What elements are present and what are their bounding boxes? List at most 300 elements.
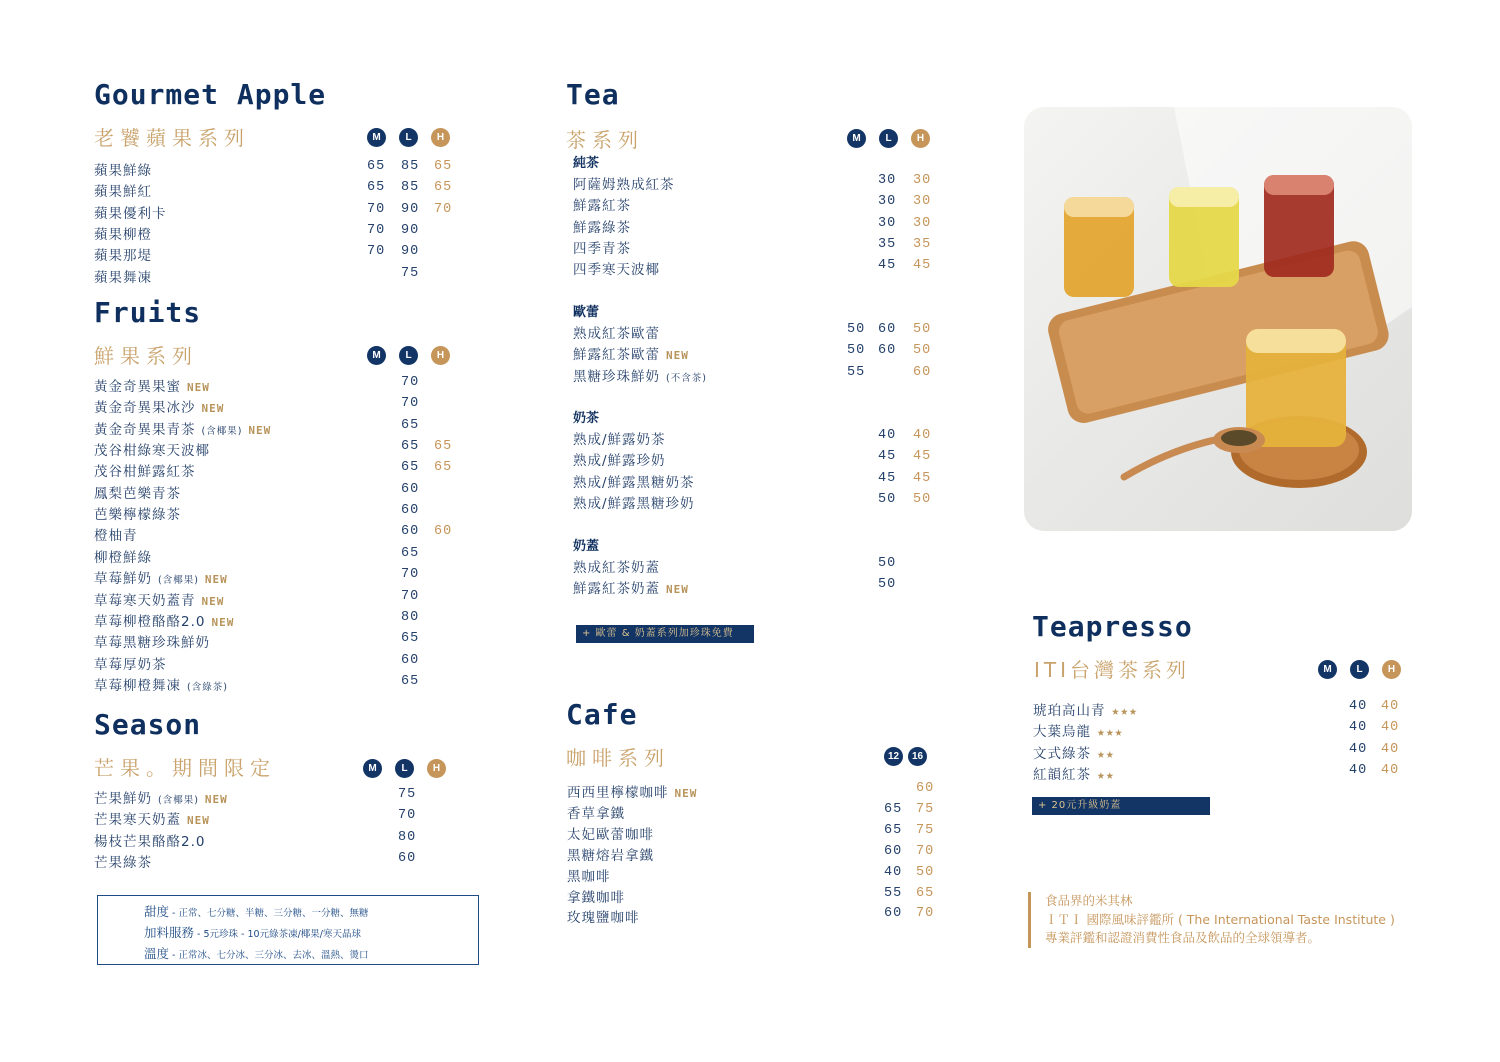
- menu-item-row: [94, 674, 474, 695]
- menu-item-row: [567, 781, 942, 802]
- item-name-cell: [94, 524, 138, 544]
- menu-item-row: [567, 844, 942, 865]
- price-l: 65: [401, 545, 420, 561]
- season-size-legend: [363, 756, 459, 778]
- price-l: 75: [401, 265, 420, 281]
- item-name-cell: [94, 567, 228, 587]
- item-name-cell: [1033, 699, 1138, 719]
- price-l: 40: [1349, 762, 1368, 778]
- topping-text: - 5元珍珠 - 10元綠茶凍/椰果/寒天晶球: [194, 929, 361, 940]
- item-name: 琥珀高山青: [1033, 703, 1106, 719]
- item-name: 黃金奇異果冰沙: [94, 400, 196, 417]
- price-m: 65: [367, 180, 386, 196]
- item-name-cell: [573, 258, 660, 278]
- price-l: 50: [878, 491, 897, 507]
- price-l: 80: [398, 829, 417, 845]
- cafe-size-legend: [884, 744, 940, 766]
- menu-item-row: [94, 223, 474, 244]
- price-l: 45: [878, 258, 897, 274]
- size-l-badge: L: [395, 759, 414, 778]
- menu-item-row: [567, 865, 942, 886]
- apple-title-en: Gourmet Apple: [94, 78, 327, 111]
- item-name-cell: [94, 180, 152, 200]
- sweetness-label: 甜度: [144, 904, 170, 919]
- size-h-badge: H: [431, 346, 450, 365]
- price-m: 50: [847, 322, 866, 337]
- menu-item-row: [573, 237, 943, 258]
- price-l: 40: [1349, 699, 1368, 714]
- menu-item-row: [94, 503, 474, 524]
- apple-title-cn: 老饕蘋果系列: [94, 126, 250, 150]
- item-name: 芭樂檸檬綠茶: [94, 507, 181, 524]
- order-options-box: [97, 895, 479, 965]
- fruits-size-legend: [367, 343, 463, 365]
- item-name: 黑糖熔岩拿鐵: [567, 847, 654, 864]
- item-name-cell: [94, 503, 181, 523]
- size-m-badge: M: [367, 346, 386, 365]
- price-l: 50: [878, 577, 897, 593]
- item-name: 香草拿鐵: [567, 805, 625, 822]
- menu-item-row: [94, 808, 474, 829]
- teapresso-promo-banner: + 20元升級奶蓋: [1032, 797, 1210, 815]
- menu-item-row: [573, 194, 943, 215]
- item-name: 熟成/鮮露奶茶: [573, 432, 666, 448]
- item-name-cell: [1033, 720, 1123, 740]
- price-l: 40: [878, 428, 897, 443]
- rating-stars: ★★: [1097, 746, 1115, 762]
- menu-item-row: [1033, 763, 1408, 784]
- item-name: 鮮露綠茶: [573, 219, 631, 236]
- size-m-badge: M: [363, 759, 382, 778]
- price-l: 60: [401, 481, 420, 497]
- price-h: 65: [434, 159, 453, 174]
- item-name-cell: [94, 610, 234, 630]
- new-badge: NEW: [204, 573, 228, 587]
- item-name: 鮮露紅茶歐蕾: [573, 347, 660, 364]
- menu-item-row: [94, 439, 474, 460]
- item-name: 黑咖啡: [567, 868, 611, 885]
- item-name-cell: [94, 460, 196, 480]
- item-name-cell: [94, 266, 152, 286]
- item-name-cell: [567, 823, 654, 843]
- item-name: 蘋果鮮紅: [94, 184, 152, 201]
- price-l: 35: [878, 236, 897, 252]
- item-name: 蘋果舞凍: [94, 269, 152, 286]
- season-title-en: Season: [94, 708, 202, 741]
- item-name-cell: [573, 322, 660, 342]
- price-h: 50: [913, 491, 932, 507]
- price-a: 40: [884, 864, 903, 880]
- price-h: 45: [913, 258, 932, 274]
- menu-item-row: [94, 610, 474, 631]
- item-name: 文式綠茶: [1033, 745, 1091, 762]
- menu-item-row: [94, 396, 474, 417]
- menu-item-row: [94, 546, 474, 567]
- price-l: 90: [401, 222, 420, 238]
- price-l: 70: [401, 375, 420, 390]
- item-name-cell: [567, 865, 611, 885]
- temperature-text: - 正常冰、七分冰、三分冰、去冰、溫熱、燙口: [169, 950, 369, 961]
- size-l-badge: L: [1350, 660, 1369, 679]
- price-l: 65: [401, 417, 420, 433]
- menu-item-row: [573, 428, 943, 449]
- price-l: 60: [401, 503, 420, 519]
- price-a: 55: [884, 885, 903, 901]
- item-name: 芒果綠茶: [94, 854, 152, 871]
- item-name: 熟成/鮮露珍奶: [573, 453, 666, 470]
- sweetness-text: - 正常、七分糖、半糖、三分糖、一分糖、無糖: [169, 908, 369, 919]
- price-l: 70: [401, 588, 420, 604]
- menu-item-row: [94, 830, 474, 851]
- apple-size-legend: [367, 125, 463, 147]
- menu-item-row: [1033, 699, 1408, 720]
- price-l: 45: [878, 470, 897, 486]
- item-name: 大葉烏龍: [1033, 724, 1091, 741]
- tea-group-label: 歐蕾: [573, 305, 600, 320]
- price-b: 65: [916, 885, 935, 901]
- item-name-cell: [573, 449, 666, 469]
- price-l: 75: [398, 787, 417, 802]
- item-name-cell: [573, 577, 689, 597]
- fruits-title-en: Fruits: [94, 296, 202, 329]
- price-h: 50: [913, 322, 932, 337]
- price-l: 90: [401, 201, 420, 217]
- menu-item-row: [94, 460, 474, 481]
- price-l: 70: [401, 567, 420, 583]
- price-a: 60: [884, 906, 903, 922]
- price-m: 50: [847, 343, 866, 359]
- new-badge: NEW: [211, 615, 235, 629]
- item-name: 茂谷柑鮮露紅茶: [94, 464, 196, 481]
- size-h-badge: H: [431, 128, 450, 147]
- item-name-cell: [573, 428, 666, 448]
- price-m: 65: [367, 159, 386, 174]
- menu-item-row: [573, 258, 943, 279]
- new-badge: NEW: [201, 594, 225, 608]
- price-b: 70: [916, 906, 935, 922]
- price-h: 40: [1381, 762, 1400, 778]
- item-note: (含椰果): [158, 575, 199, 587]
- new-badge: NEW: [248, 423, 272, 437]
- menu-item-row: [573, 343, 943, 364]
- fruits-title-cn: 鮮果系列: [94, 344, 198, 368]
- menu-item-row: [1033, 720, 1408, 741]
- price-b: 60: [916, 781, 935, 796]
- item-name: 熟成/鮮露黑糖珍奶: [573, 495, 695, 512]
- item-name: 拿鐵咖啡: [567, 889, 625, 906]
- item-name: 草莓柳橙舞凍: [94, 677, 181, 694]
- size-h-badge: H: [911, 129, 930, 148]
- item-name-cell: [573, 194, 631, 214]
- item-name-cell: [573, 471, 695, 491]
- menu-item-row: [94, 851, 474, 872]
- new-badge: NEW: [201, 402, 225, 416]
- item-name: 楊枝芒果酪酪2.0: [94, 833, 206, 850]
- menu-item-row: [94, 418, 474, 439]
- menu-item-row: [573, 471, 943, 492]
- item-name-cell: [94, 439, 210, 459]
- price-l: 65: [401, 631, 420, 647]
- price-l: 50: [878, 556, 897, 571]
- item-name-cell: [94, 223, 152, 243]
- size-16oz-badge: 16: [908, 747, 927, 766]
- size-l-badge: L: [399, 346, 418, 365]
- size-m-badge: M: [847, 129, 866, 148]
- menu-item-row: [94, 653, 474, 674]
- price-h: 30: [913, 173, 932, 188]
- menu-item-row: [573, 492, 943, 513]
- menu-item-row: [94, 567, 474, 588]
- price-b: 50: [916, 864, 935, 880]
- iti-note: [1028, 892, 1395, 948]
- rating-stars: ★★: [1097, 767, 1115, 783]
- teapresso-size-legend: [1318, 657, 1414, 679]
- menu-item-row: [94, 266, 474, 287]
- price-l: 30: [878, 215, 897, 231]
- new-badge: NEW: [666, 349, 689, 363]
- item-name-cell: [567, 886, 625, 906]
- item-note: (含椰果): [158, 795, 199, 806]
- size-m-badge: M: [367, 128, 386, 147]
- price-h: 45: [913, 449, 932, 465]
- item-name: 草莓鮮奶: [94, 571, 152, 588]
- item-name-cell: [1033, 742, 1115, 762]
- tea-title-cn: 茶系列: [566, 128, 644, 152]
- item-name-cell: [573, 556, 660, 576]
- price-m: 70: [367, 222, 386, 238]
- menu-item-row: [94, 202, 474, 223]
- item-name: 阿薩姆熟成紅茶: [573, 177, 675, 193]
- iti-line-1: 食品界的米其林: [1045, 893, 1133, 908]
- item-name: 熟成紅茶歐蕾: [573, 326, 660, 342]
- menu-item-row: [567, 886, 942, 907]
- size-m-badge: M: [1318, 660, 1337, 679]
- menu-item-row: [94, 244, 474, 265]
- tea-group-label: 純茶: [573, 156, 600, 171]
- item-name: 草莓厚奶茶: [94, 656, 167, 673]
- price-l: 90: [401, 244, 420, 260]
- menu-item-row: [1033, 742, 1408, 763]
- temperature-line: [144, 944, 478, 965]
- item-name-cell: [1033, 763, 1115, 783]
- price-h: 65: [434, 180, 453, 196]
- item-name: 芒果鮮奶: [94, 791, 152, 807]
- item-name-cell: [94, 653, 167, 673]
- menu-item-row: [573, 577, 943, 598]
- item-name-cell: [94, 159, 152, 179]
- menu-item-row: [567, 802, 942, 823]
- new-badge: NEW: [674, 787, 698, 800]
- item-name-cell: [94, 808, 210, 828]
- price-h: 40: [1381, 720, 1400, 736]
- price-h: 65: [434, 460, 453, 476]
- size-h-badge: H: [1382, 660, 1401, 679]
- item-name-cell: [573, 365, 707, 385]
- menu-item-row: [94, 482, 474, 503]
- price-l: 60: [401, 652, 420, 668]
- price-m: 70: [367, 201, 386, 217]
- price-h: 40: [1381, 699, 1400, 714]
- item-name-cell: [94, 396, 224, 416]
- price-l: 45: [878, 449, 897, 465]
- item-name-cell: [567, 802, 625, 822]
- menu-item-row: [94, 589, 474, 610]
- item-name: 紅韻紅茶: [1033, 766, 1091, 783]
- item-note: (不含茶): [666, 372, 707, 384]
- price-l: 70: [401, 396, 420, 412]
- menu-item-row: [573, 365, 943, 386]
- item-name: 黃金奇異果蜜: [94, 379, 181, 395]
- price-h: 40: [1381, 741, 1400, 757]
- item-name-cell: [94, 851, 152, 871]
- item-name-cell: [573, 492, 695, 512]
- price-h: 65: [434, 439, 453, 455]
- item-name-cell: [573, 173, 675, 193]
- rating-stars: ★★★: [1097, 725, 1124, 741]
- item-name-cell: [94, 787, 228, 807]
- price-l: 60: [878, 322, 897, 337]
- item-name-cell: [567, 844, 654, 864]
- price-m: 70: [367, 244, 386, 260]
- menu-item-row: [573, 449, 943, 470]
- price-l: 30: [878, 173, 897, 188]
- item-note: (含綠茶): [187, 681, 228, 693]
- price-h: 30: [913, 194, 932, 210]
- item-name: 熟成紅茶奶蓋: [573, 560, 660, 576]
- price-h: 45: [913, 470, 932, 486]
- price-l: 60: [401, 524, 420, 540]
- price-h: 60: [434, 524, 453, 540]
- price-a: 60: [884, 843, 903, 859]
- price-h: 50: [913, 343, 932, 359]
- menu-item-row: [94, 524, 474, 545]
- menu-item-row: [94, 787, 474, 808]
- new-badge: NEW: [204, 793, 228, 806]
- tea-photo-illustration: [1024, 107, 1412, 531]
- item-name-cell: [573, 237, 631, 257]
- new-badge: NEW: [666, 583, 689, 597]
- item-name: 四季青茶: [573, 240, 631, 257]
- price-b: 75: [916, 822, 935, 838]
- temperature-label: 溫度: [144, 946, 170, 961]
- price-b: 70: [916, 843, 935, 859]
- price-l: 65: [401, 460, 420, 476]
- item-name: 草莓寒天奶蓋青: [94, 592, 196, 609]
- item-name-cell: [94, 244, 152, 264]
- tea-flight-photo: [1024, 107, 1412, 531]
- item-name-cell: [94, 418, 271, 438]
- item-name-cell: [94, 589, 224, 609]
- price-l: 65: [401, 439, 420, 455]
- price-a: 65: [884, 822, 903, 838]
- menu-item-row: [94, 375, 474, 396]
- item-name: 玫瑰鹽咖啡: [567, 910, 640, 927]
- size-l-badge: L: [879, 129, 898, 148]
- item-name: 鮮露紅茶: [573, 198, 631, 215]
- new-badge: NEW: [187, 381, 210, 394]
- tea-title-en: Tea: [566, 78, 620, 111]
- tea-group-label: 奶茶: [573, 411, 600, 426]
- menu-item-row: [573, 216, 943, 237]
- price-l: 30: [878, 194, 897, 210]
- size-l-badge: L: [399, 128, 418, 147]
- price-l: 80: [401, 609, 420, 625]
- size-h-badge: H: [427, 759, 446, 778]
- tea-group-label: 奶蓋: [573, 539, 600, 554]
- rating-stars: ★★★: [1111, 704, 1138, 719]
- item-name: 蘋果鮮綠: [94, 163, 152, 179]
- price-l: 40: [1349, 720, 1368, 736]
- topping-line: [144, 923, 478, 944]
- menu-item-row: [573, 556, 943, 577]
- item-name: 蘋果優利卡: [94, 205, 167, 222]
- item-name: 蘋果那堤: [94, 248, 152, 265]
- item-name-cell: [94, 830, 205, 850]
- item-name: 橙柚青: [94, 528, 138, 545]
- menu-item-row: [573, 322, 943, 343]
- item-name: 草莓柳橙酪酪2.0: [94, 613, 206, 630]
- price-b: 75: [916, 801, 935, 817]
- menu-item-row: [573, 173, 943, 194]
- item-name-cell: [94, 631, 210, 651]
- item-name: 蘋果柳橙: [94, 226, 152, 243]
- price-l: 85: [401, 180, 420, 196]
- item-name: 茂谷柑綠寒天波椰: [94, 443, 210, 460]
- item-name-cell: [94, 482, 181, 502]
- item-name-cell: [94, 202, 167, 222]
- item-name-cell: [573, 343, 689, 363]
- sweetness-line: [144, 902, 478, 923]
- new-badge: NEW: [187, 814, 210, 828]
- tea-size-legend: [847, 126, 943, 148]
- menu-item-row: [94, 631, 474, 652]
- price-h: 60: [913, 364, 932, 380]
- teapresso-title-cn: ITI台灣茶系列: [1034, 658, 1191, 682]
- item-name: 太妃歐蕾咖啡: [567, 826, 654, 843]
- item-name: 草莓黑糖珍珠鮮奶: [94, 635, 210, 652]
- price-l: 70: [398, 808, 417, 824]
- season-title-cn: 芒果。期間限定: [94, 756, 276, 780]
- menu-item-row: [567, 823, 942, 844]
- tea-promo-banner: + 歐蕾 & 奶蓋系列加珍珠免費: [576, 625, 754, 643]
- iti-line-2: ＩＴＩ 國際風味評鑑所 ( The International Taste Institute ): [1045, 911, 1395, 927]
- item-name-cell: [567, 781, 697, 801]
- item-name: 四季寒天波椰: [573, 262, 660, 279]
- item-name-cell: [94, 674, 228, 694]
- price-h: 40: [913, 428, 932, 443]
- menu-item-row: [94, 180, 474, 201]
- cafe-title-en: Cafe: [566, 698, 638, 731]
- price-a: 65: [884, 801, 903, 817]
- item-name: 柳橙鮮綠: [94, 549, 152, 566]
- price-h: 35: [913, 236, 932, 252]
- menu-item-row: [94, 159, 474, 180]
- teapresso-title-en: Teapresso: [1032, 610, 1193, 643]
- item-name: 黑糖珍珠鮮奶: [573, 368, 660, 385]
- item-name-cell: [94, 546, 152, 566]
- menu-item-row: [567, 906, 942, 927]
- item-name-cell: [94, 375, 210, 395]
- price-l: 65: [401, 673, 420, 689]
- item-name: 鮮露紅茶奶蓋: [573, 581, 660, 598]
- price-l: 40: [1349, 741, 1368, 757]
- item-name-cell: [567, 906, 640, 926]
- iti-line-3: 專業評鑑和認證消費性食品及飲品的全球領導者。: [1045, 930, 1321, 945]
- price-m: 55: [847, 364, 866, 380]
- size-12oz-badge: 12: [884, 747, 903, 766]
- price-l: 60: [878, 343, 897, 359]
- item-name: 芒果寒天奶蓋: [94, 812, 181, 829]
